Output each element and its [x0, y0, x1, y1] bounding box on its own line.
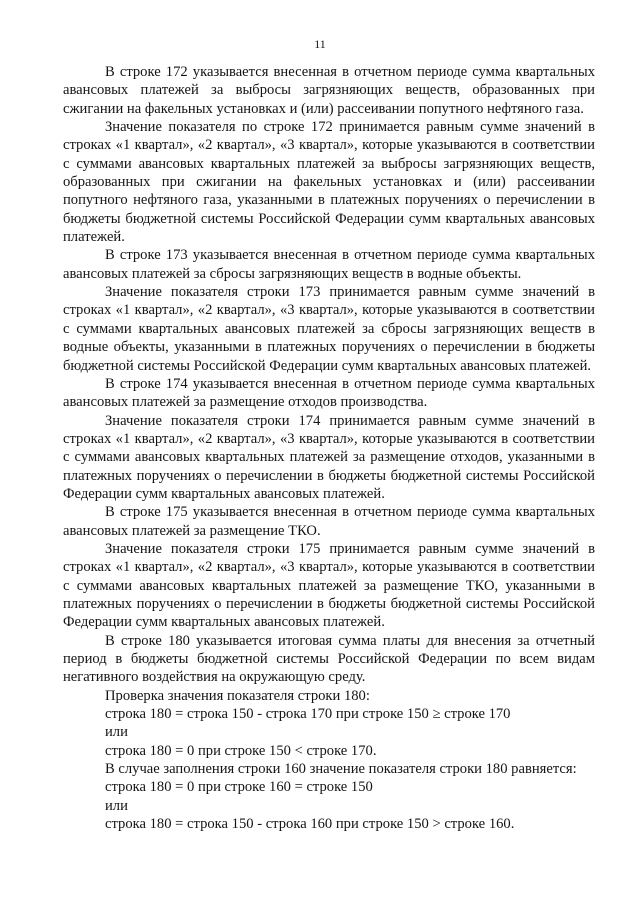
- page-number: 11: [314, 37, 326, 51]
- paragraph-line-173-value: Значение показателя строки 173 принимается равным сумме значений в строках «1 квартал», «2 квартал», «3 квартал», которые указываются в соответствии с суммами квартальных авансовых платежей за сбросы загрязняющих веществ в водные объекты, указанными в платежных поручениях о перечислении в бюджеты бюджетной системы Российской Федерации сумм квартальных авансовых платежей.: [63, 284, 595, 374]
- formula-line: строка 180 = 0 при строке 160 = строке 150: [105, 779, 373, 796]
- formula-or: или: [105, 797, 128, 814]
- formula-line: строка 180 = строка 150 - строка 160 при строке 150 > строке 160.: [105, 816, 515, 833]
- paragraph-line-172: В строке 172 указывается внесенная в отчетном периоде сумма квартальных авансовых платежей за выбросы загрязняющих веществ, образованных при сжигании на факельных установках и (или) рассеивании попутного нефтяного газа.: [63, 64, 595, 117]
- paragraph-line-174: В строке 174 указывается внесенная в отчетном периоде сумма квартальных авансовых платежей за размещение отходов производства.: [63, 375, 595, 411]
- check-heading-line-180: Проверка значения показателя строки 180:: [105, 687, 370, 704]
- formula-line: строка 180 = 0 при строке 150 < строке 170.: [105, 742, 377, 759]
- formula-or: или: [105, 724, 128, 741]
- paragraph-line-180: В строке 180 указывается итоговая сумма платы для внесения за отчетный период в бюджеты бюджетной системы Российской Федерации по всем видам негативного воздействия на окружающую среду.: [63, 632, 595, 686]
- paragraph-line-175: В строке 175 указывается внесенная в отчетном периоде сумма квартальных авансовых платежей за размещение ТКО.: [63, 504, 595, 539]
- paragraph-line-175-value: Значение показателя строки 175 принимается равным сумме значений в строках «1 квартал», «2 квартал», «3 квартал», которые указываются в соответствии с суммами авансовых квартальных платежей за размещение ТКО, указанными в платежных поручениях о перечислении в бюджеты бюджетной системы Российской Федерации сумм квартальных авансовых платежей.: [63, 540, 595, 631]
- paragraph-line-173: В строке 173 указывается внесенная в отчетном периоде сумма квартальных авансовых платежей за сбросы загрязняющих веществ в водные объекты.: [63, 247, 595, 282]
- paragraph-line-172-value: Значение показателя по строке 172 принимается равным сумме значений в строках «1 квартал», «2 квартал», «3 квартал», которые указываются в соответствии с суммами авансовых квартальных платежей за выбросы загрязняющих веществ, образованных при сжигании на факельных установках и (или) рассеивании попутного нефтяного газа, указанными в платежных поручениях о перечислении в бюджеты бюджетной системы Российской Федерации сумм квартальных авансовых платежей.: [63, 119, 595, 246]
- paragraph-line-174-value: Значение показателя строки 174 принимается равным сумме значений в строках «1 квартал», «2 квартал», «3 квартал», которые указываются в соответствии с суммами авансовых квартальных платежей за размещение отходов, указанными в платежных поручениях о перечислении в бюджеты бюджетной системы Российской Федерации сумм квартальных авансовых платежей.: [63, 412, 595, 502]
- formula-line-160-heading: В случае заполнения строки 160 значение показателя строки 180 равняется:: [105, 761, 577, 778]
- document-body: [63, 63, 595, 833]
- formula-line: строка 180 = строка 150 - строка 170 при строке 150 ≥ строке 170: [105, 706, 511, 723]
